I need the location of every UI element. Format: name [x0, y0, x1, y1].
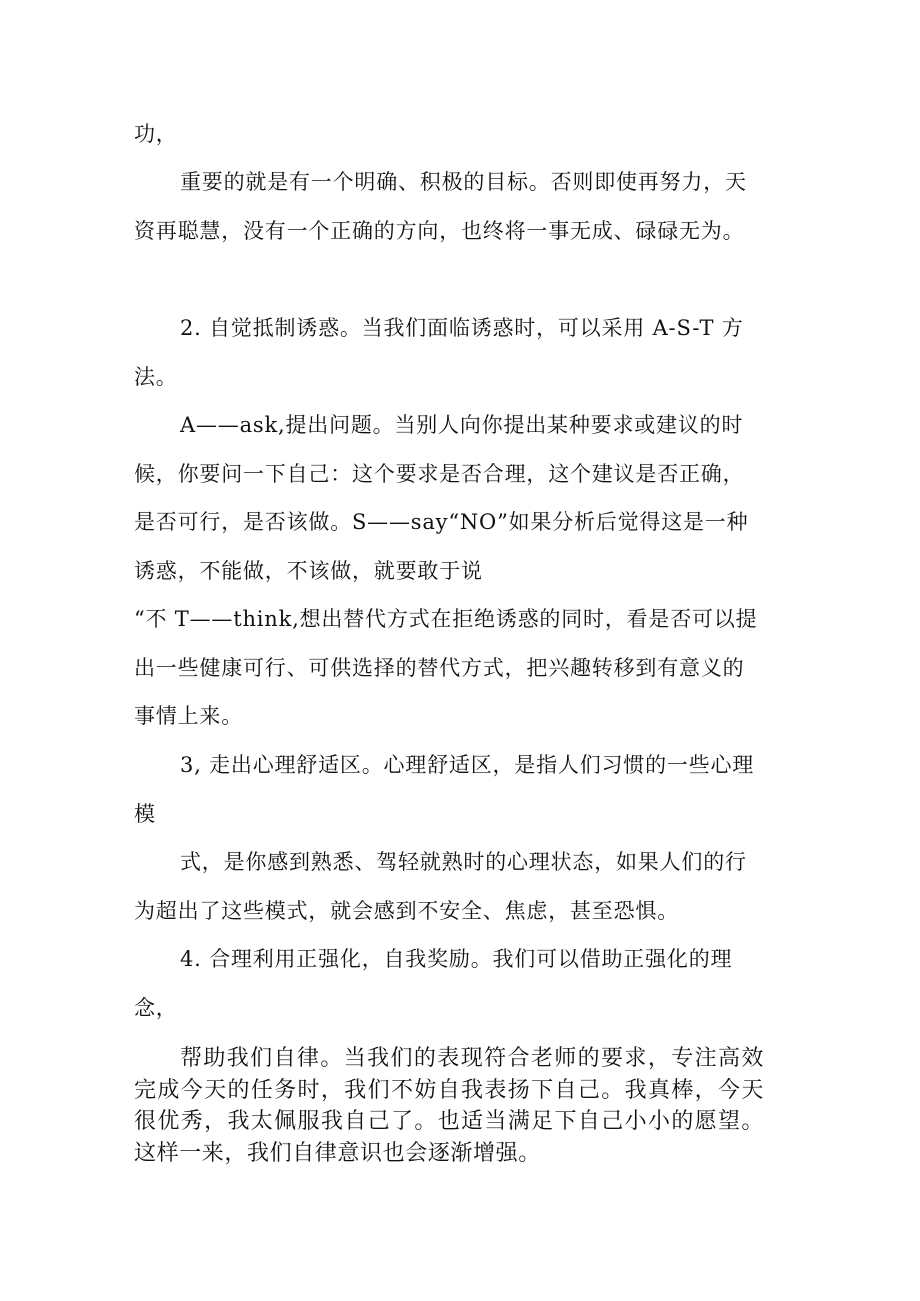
- paragraph-8: 4. 合理利用正强化，自我奖励。我们可以借助正强化的理念，: [134, 947, 733, 1020]
- paragraph-7: 式，是你感到熟悉、驾轻就熟时的心理状态，如果人们的行为超出了这些模式，就会感到不安全、焦虑，甚至恐惧。: [134, 850, 747, 923]
- paragraph-3: 2. 自觉抵制诱惑。当我们面临诱惑时，可以采用 A-S-T 方法。: [134, 316, 744, 389]
- paragraph-2: 重要的就是有一个明确、积极的目标。否则即使再努力，天资再聪慧，没有一个正确的方向，也终将一事无成、碌碌无为。: [134, 170, 747, 243]
- paragraph-9: 帮助我们自律。当我们的表现符合老师的要求，专注高效完成今天的任务时，我们不妨自我表扬下自己。我真棒，今天很优秀，我太佩服我自己了。也适当满足下自己小小的愿望。这样一来，我们自律意识也会逐渐增强。: [134, 1046, 764, 1166]
- paragraph-4: A——ask,提出问题。当别人向你提出某种要求或建议的时候，你要问一下自己：这个要求是否合理，这个建议是否正确，是否可行，是否该做。S——say“NO”如果分析后觉得这是一种诱惑，不能做，不该做，就要敢于说: [134, 413, 749, 583]
- paragraph-5: “不 T——think,想出替代方式在拒绝诱惑的同时，看是否可以提出一些健康可行、可供选择的替代方式，把兴趣转移到有意义的事情上来。: [134, 607, 758, 728]
- paragraph-1: 功，: [134, 122, 178, 146]
- paragraph-6: 3, 走出心理舒适区。心理舒适区，是指人们习惯的一些心理模: [134, 753, 755, 826]
